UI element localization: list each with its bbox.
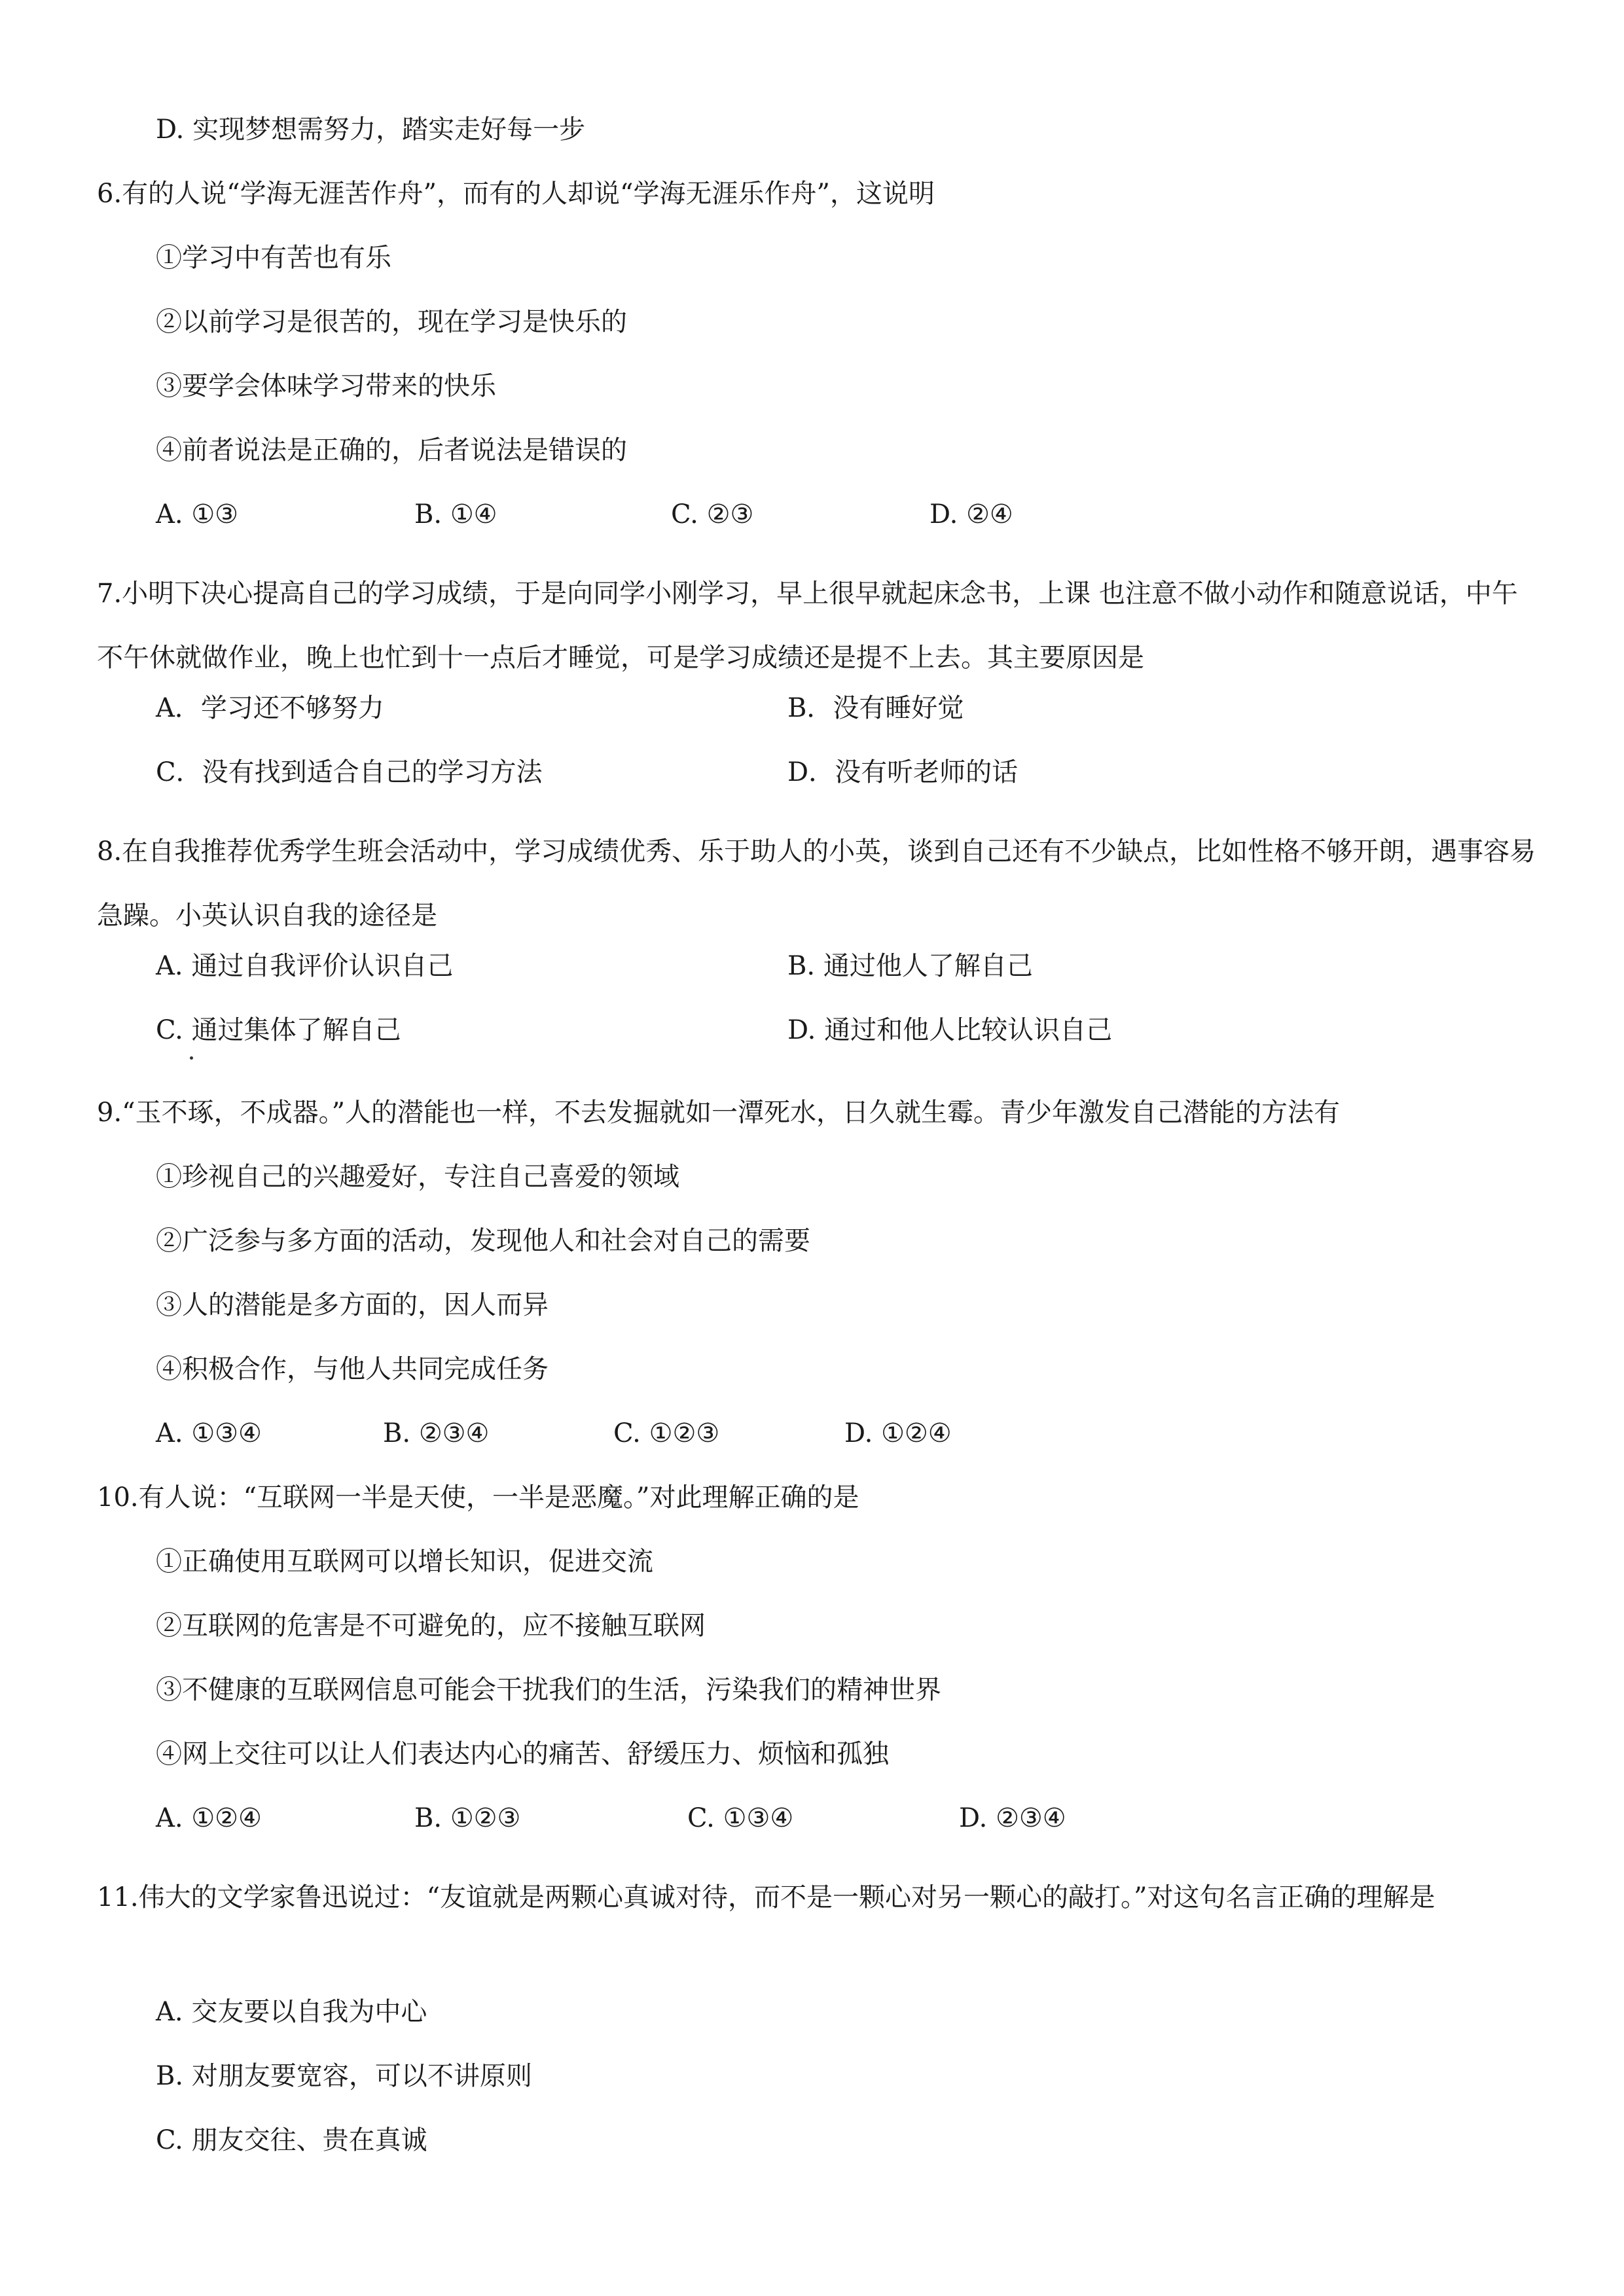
q6-option-b: B. ①④ — [414, 499, 497, 529]
q10-option-a: A. ①②④ — [156, 1803, 262, 1833]
q6-option-d: D. ②④ — [929, 499, 1013, 529]
q7-option-b: B．没有睡好觉 — [787, 693, 964, 723]
q8-stem: 8.在自我推荐优秀学生班会活动中，学习成绩优秀、乐于助人的小英，谈到自己还有不少缺点，比如性格不够开朗，遇事容易急躁。小英认识自我的途径是 — [97, 836, 1536, 931]
q10-item-3: ③不健康的互联网信息可能会干扰我们的生活，污染我们的精神世界 — [156, 1675, 941, 1705]
q8-option-b: B. 通过他人了解自己 — [787, 951, 1033, 981]
q9-item-1: ①珍视自己的兴趣爱好，专注自己喜爱的领域 — [156, 1162, 679, 1192]
q7-stem: 7.小明下决心提高自己的学习成绩，于是向同学小刚学习，早上很早就起床念书，上课 也注意不做小动作和随意说话，中午不午休就做作业，晚上也忙到十一点后才睡觉，可是学习成绩还是提不上去。其主要原因是 — [97, 579, 1518, 673]
q9-option-c: C. ①②③ — [613, 1418, 720, 1448]
q5-option-d: D. 实现梦想需努力，踏实走好每一步 — [156, 115, 586, 145]
q7-option-c: C．没有找到适合自己的学习方法 — [156, 757, 543, 787]
q6-item-3: ③要学会体味学习带来的快乐 — [156, 371, 496, 401]
q10-option-c: C. ①③④ — [687, 1803, 794, 1833]
stray-dot-mark — [190, 1056, 193, 1060]
q11-option-a: A. 交友要以自我为中心 — [156, 1997, 427, 2027]
q6-option-a: A. ①③ — [156, 499, 239, 529]
q9-option-b: B. ②③④ — [383, 1418, 490, 1448]
q8-option-a: A. 通过自我评价认识自己 — [156, 951, 454, 981]
q6-stem: 6.有的人说“学海无涯苦作舟”，而有的人却说“学海无涯乐作舟”，这说明 — [97, 179, 935, 209]
q6-option-c: C. ②③ — [671, 499, 754, 529]
q8-option-c: C. 通过集体了解自己 — [156, 1015, 401, 1045]
q10-stem: 10.有人说：“互联网一半是天使，一半是恶魔。”对此理解正确的是 — [97, 1482, 859, 1513]
q9-item-2: ②广泛参与多方面的活动，发现他人和社会对自己的需要 — [156, 1226, 810, 1256]
q10-option-d: D. ②③④ — [959, 1803, 1066, 1833]
q6-item-1: ①学习中有苦也有乐 — [156, 243, 391, 273]
q7-option-a: A．学习还不够努力 — [156, 693, 384, 723]
q10-option-b: B. ①②③ — [414, 1803, 521, 1833]
q11-stem: 11.伟大的文学家鲁迅说过：“友谊就是两颗心真诚对待，而不是一颗心对另一颗心的敲打。”对这句名言正确的理解是 — [97, 1882, 1435, 1912]
q10-item-1: ①正确使用互联网可以增长知识，促进交流 — [156, 1547, 653, 1577]
q11-option-c: C. 朋友交往、贵在真诚 — [156, 2125, 427, 2155]
q9-option-a: A. ①③④ — [156, 1418, 262, 1448]
q10-item-4: ④网上交往可以让人们表达内心的痛苦、舒缓压力、烦恼和孤独 — [156, 1739, 889, 1769]
q9-stem: 9.“玉不琢，不成器。”人的潜能也一样，不去发掘就如一潭死水，日久就生霉。青少年激发自己潜能的方法有 — [97, 1098, 1341, 1128]
q9-item-4: ④积极合作，与他人共同完成任务 — [156, 1354, 549, 1384]
q10-item-2: ②互联网的危害是不可避免的，应不接触互联网 — [156, 1611, 706, 1641]
q6-item-2: ②以前学习是很苦的，现在学习是快乐的 — [156, 307, 627, 337]
q6-item-4: ④前者说法是正确的，后者说法是错误的 — [156, 435, 627, 465]
q9-option-d: D. ①②④ — [844, 1418, 952, 1448]
q8-option-d: D. 通过和他人比较认识自己 — [787, 1015, 1113, 1045]
q7-option-d: D．没有听老师的话 — [787, 757, 1019, 787]
q9-item-3: ③人的潜能是多方面的，因人而异 — [156, 1290, 549, 1320]
q11-option-b: B. 对朋友要宽容，可以不讲原则 — [156, 2061, 532, 2091]
